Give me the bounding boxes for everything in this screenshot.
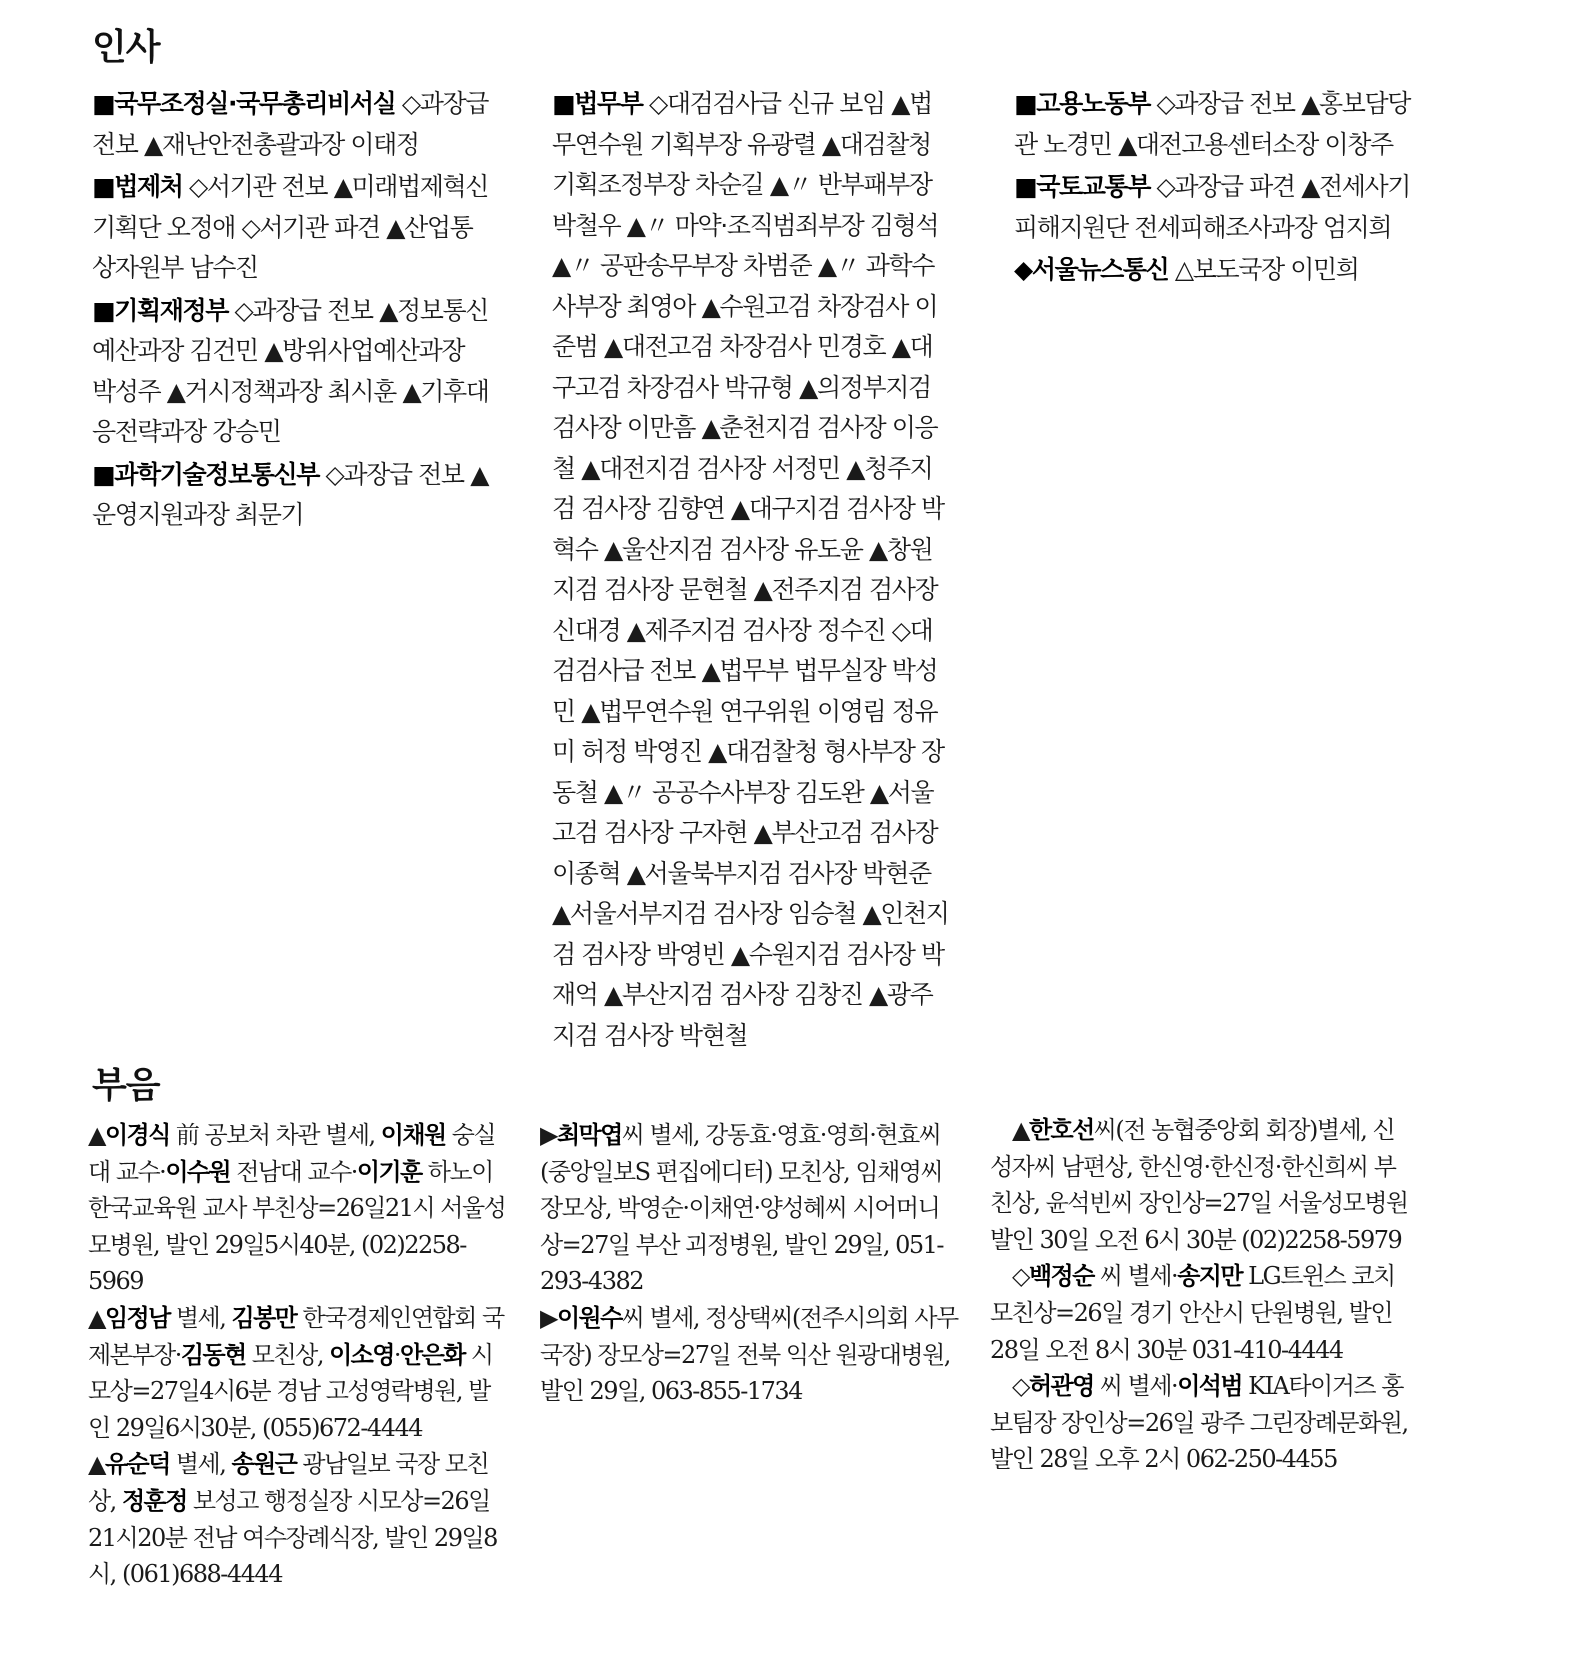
obituary-text: 광남일보 국장 모친상, [88, 1450, 489, 1515]
appointment-text: ◇과장급 전보 ▲운영지원과장 최문기 [92, 459, 489, 529]
person-name: 이채원 [380, 1121, 446, 1149]
obituary-text: 전남대 교수· [230, 1157, 357, 1186]
department-name: ■국토교통부 [1014, 172, 1150, 201]
obituary-entry [540, 1300, 960, 1410]
obituary-text: ▲ [88, 1450, 105, 1479]
person-name: 이기훈 [356, 1157, 422, 1186]
obituaries-heading: 부음 [92, 1065, 160, 1106]
person-name: 이수원 [165, 1157, 231, 1186]
person-name: 백정순 [1028, 1262, 1094, 1291]
person-name: 임정남 [104, 1303, 170, 1332]
person-name: 이소영 [329, 1340, 394, 1369]
person-name: 김동현 [180, 1340, 246, 1369]
obituary-entry [88, 1446, 508, 1592]
obituary-text: 시모상=27일4시6분 경남 고성영락병원, 발인 29일6시30분, (055)672-4444 [88, 1340, 493, 1442]
person-name: 정훈정 [121, 1486, 187, 1515]
appointment-entry [92, 455, 492, 536]
appointment-text: ◇과장급 파견 ▲전세사기피해지원단 전세피해조사과장 엄지희 [1014, 172, 1411, 242]
obituary-text: 씨 별세, 강동효·영효·영희·현효씨(중앙일보S 편집에디터) 모친상, 임채영씨 장모상, 박영순·이채연·양성혜씨 시어머니상=27일 부산 괴정병원, 발인 29일, 051-293-4382 [540, 1121, 944, 1296]
person-name: 김봉만 [231, 1303, 297, 1332]
appointment-text: ◇과장급 전보 ▲홍보담당관 노경민 ▲대전고용센터소장 이창주 [1014, 89, 1411, 159]
obituary-entry [88, 1300, 508, 1446]
person-name: 이원수 [556, 1303, 622, 1332]
obituary-entry [990, 1368, 1410, 1478]
person-name: 허관영 [1028, 1372, 1094, 1401]
obituary-text: ▲ [88, 1303, 105, 1332]
appointment-entry [1014, 250, 1414, 291]
appointment-entry [1014, 84, 1414, 165]
appointment-text: ◇과장급전보 ▲재난안전총괄과장 이태정 [92, 89, 488, 159]
obituary-text: 씨 별세· [1093, 1262, 1178, 1291]
appointment-entry [1014, 167, 1414, 248]
appointment-text: △보도국장 이민희 [1168, 255, 1359, 284]
obituary-text: LG트윈스 코치 모친상=26일 경기 안산시 단원병원, 발인 28일 오전 8시 30분 031-410-4444 [990, 1262, 1395, 1364]
obituary-text: 前 공보처 차관 별세, [169, 1121, 381, 1149]
obituary-text: ◇ [1012, 1262, 1029, 1291]
person-name: 유순덕 [104, 1450, 170, 1479]
obituary-entry [540, 1117, 960, 1300]
appointments-heading: 인사 [92, 27, 160, 68]
person-name: 안은화 [400, 1340, 465, 1369]
obituary-entry [990, 1258, 1410, 1368]
obituaries-column-3 [990, 1112, 1410, 1478]
department-name: ■국무조정실·국무총리비서실 [92, 89, 396, 118]
obituaries-column-1 [88, 1117, 508, 1593]
obituary-text: · [393, 1340, 400, 1369]
person-name: 한호선 [1028, 1116, 1094, 1144]
department-name: ■법제처 [92, 172, 183, 201]
appointments-column-2 [552, 84, 952, 1058]
person-name: 최막엽 [556, 1121, 622, 1149]
appointments-column-1 [92, 84, 492, 538]
obituary-text: 보성고 행정실장 시모상=26일21시20분 전남 여수장례식장, 발인 29일8시, (061)688-4444 [88, 1486, 497, 1589]
appointment-entry [92, 84, 492, 165]
person-name: 송지만 [1177, 1262, 1242, 1291]
appointments-column-3 [1014, 84, 1414, 293]
obituary-text: ▶ [540, 1121, 557, 1149]
obituary-text: KIA타이거즈 홍보팀장 장인상=26일 광주 그린장례문화원, 발인 28일 오후 2시 062-250-4455 [990, 1372, 1408, 1474]
obituary-text: ◇ [1012, 1372, 1029, 1401]
obituary-text: ▲ [1012, 1116, 1029, 1144]
obituary-text: 씨(전 농협중앙회 회장)별세, 신성자씨 남편상, 한신영·한신정·한신희씨 부친상, 윤석빈씨 장인상=27일 서울성모병원 발인 30일 오전 6시 30분 (02)2258-5979 [990, 1116, 1408, 1254]
appointment-entry [92, 167, 492, 289]
department-name: ■과학기술정보통신부 [92, 459, 319, 489]
obituary-text: 씨 별세, 정상택씨(전주시의회 사무국장) 장모상=27일 전북 익산 원광대병원, 발인 29일, 063-855-1734 [540, 1303, 958, 1406]
department-name: ■고용노동부 [1014, 89, 1150, 118]
obituaries-column-2 [540, 1117, 960, 1410]
obituary-text: 씨 별세· [1093, 1372, 1178, 1401]
obituary-entry [88, 1117, 508, 1300]
appointment-text: ◇대검검사급 신규 보임 ▲법무연수원 기획부장 유광렬 ▲대검찰청 기획조정부장 차순길 ▲〃 반부패부장 박철우 ▲〃 마약·조직범죄부장 김형석 ▲〃 공판송무부장 차범준 ▲〃 과학수사부장 최영아 ▲수원고검 차장검사 이준범 ▲대전고검 차장검사 민경호 ▲대구고검 차장검사 박규형 ▲의정부지검 검사장 이만흠 ▲춘천지검 검사장 이응철 ▲대전지검 검사장 서정민 ▲청주지검 검사장 김향연 ▲대구지검 검사장 박혁수 ▲울산지검 검사장 유도윤 ▲창원지검 검사장 문현철 ▲전주지검 검사장 신대경 ▲제주지검 검사장 정수진 ◇대검검사급 전보 ▲법무부 법무실장 박성민 ▲법무연수원 연구위원 이영림 정유미 허정 박영진 ▲대검찰청 형사부장 장동철 ▲〃 공공수사부장 김도완 ▲서울고검 검사장 구자현 ▲부산고검 검사장 이종혁 ▲서울북부지검 검사장 박현준 ▲서울서부지검 검사장 임승철 ▲인천지검 검사장 박영빈 ▲수원지검 검사장 박재억 ▲부산지검 검사장 김창진 ▲광주지검 검사장 박현철 [552, 89, 949, 1050]
appointment-text: ◇서기관 전보 ▲미래법제혁신기획단 오정애 ◇서기관 파견 ▲산업통상자원부 남수진 [92, 172, 489, 282]
person-name: 이경식 [104, 1121, 170, 1149]
obituary-entry [990, 1112, 1410, 1258]
obituary-text: 숭실대 교수· [88, 1121, 496, 1186]
appointment-entry [92, 291, 492, 453]
obituary-text: ▶ [540, 1303, 557, 1332]
obituary-text: ▲ [88, 1121, 105, 1149]
obituary-text: 한국경제인연합회 국제본부장· [88, 1303, 504, 1369]
obituary-text: 하노이한국교육원 교사 부친상=26일21시 서울성모병원, 발인 29일5시40분, (02)2258-5969 [88, 1157, 506, 1296]
person-name: 송원근 [231, 1450, 297, 1479]
person-name: 이석범 [1177, 1372, 1242, 1401]
appointment-text: ◇과장급 전보 ▲정보통신예산과장 김건민 ▲방위사업예산과장 박성주 ▲거시정책과장 최시훈 ▲기후대응전략과장 강승민 [92, 295, 489, 446]
appointment-entry [552, 84, 952, 1056]
department-name: ◆서울뉴스통신 [1014, 255, 1169, 284]
department-name: ■기획재정부 [92, 295, 228, 325]
obituary-text: 별세, [169, 1450, 232, 1479]
department-name: ■법무부 [552, 89, 643, 118]
obituary-text: 별세, [169, 1303, 232, 1332]
obituary-text: 모친상, [245, 1340, 330, 1369]
